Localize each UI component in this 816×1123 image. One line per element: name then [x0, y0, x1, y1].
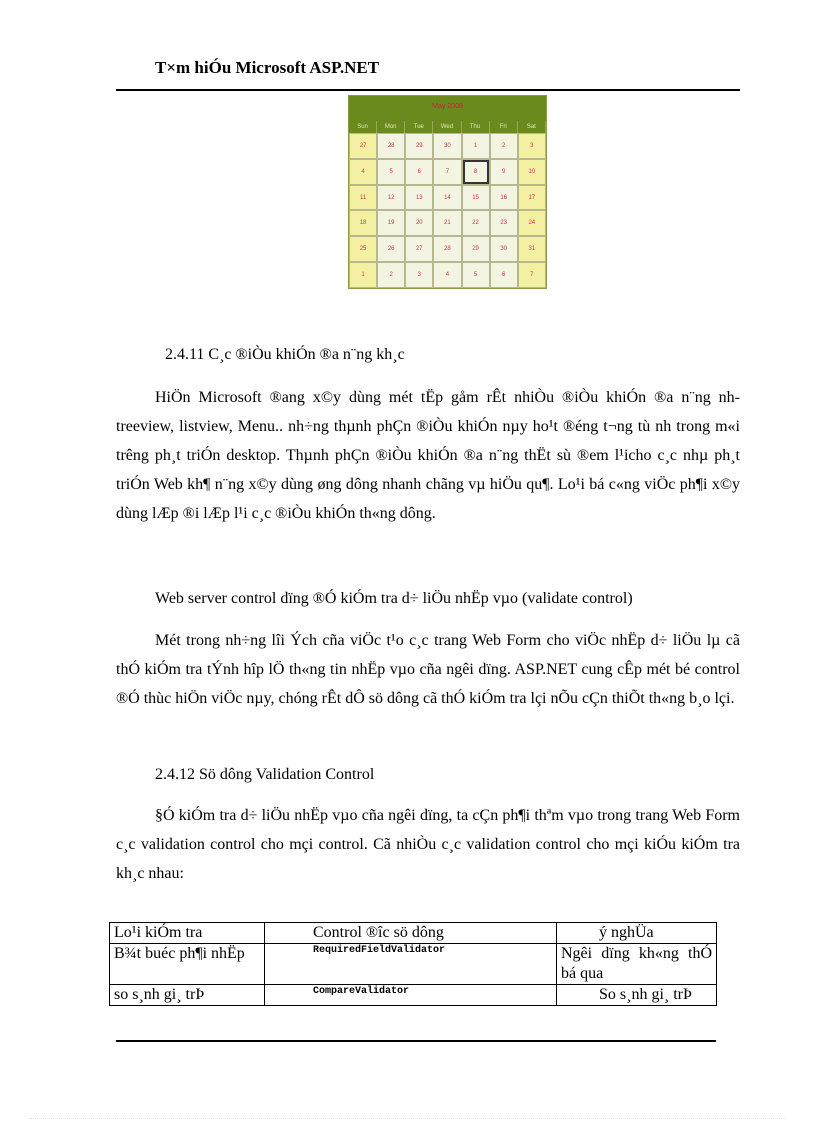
calendar-week-row [349, 210, 546, 236]
calendar-day-header: Sat [518, 121, 546, 133]
calendar-week-row [349, 262, 546, 288]
calendar-month-label[interactable]: May 2008 [432, 103, 463, 110]
calendar-day-cell[interactable]: 16 [490, 185, 518, 211]
calendar-week-row [349, 133, 546, 159]
calendar-day-cell[interactable]: 3 [518, 133, 546, 159]
calendar-day-cell[interactable]: 2 [490, 133, 518, 159]
calendar-day-cell[interactable]: 18 [349, 210, 377, 236]
calendar-day-cell[interactable]: 12 [377, 185, 405, 211]
calendar-day-header: Wed [433, 121, 461, 133]
calendar-day-cell[interactable]: 4 [433, 262, 461, 288]
calendar-day-cell[interactable]: 31 [518, 236, 546, 262]
calendar-day-cell[interactable]: 9 [490, 159, 518, 185]
calendar-day-cell[interactable]: 30 [490, 236, 518, 262]
table-row [110, 944, 717, 985]
calendar-day-cell[interactable]: 13 [405, 185, 433, 211]
calendar-day-cell[interactable]: 5 [462, 262, 490, 288]
calendar-day-cell[interactable]: 21 [433, 210, 461, 236]
calendar-week-row [349, 236, 546, 262]
footer-rule [116, 1040, 716, 1042]
calendar-day-cell[interactable]: 24 [518, 210, 546, 236]
calendar-day-cell[interactable]: 23 [490, 210, 518, 236]
section-heading-2-4-12: 2.4.12 Sö dông Validation Control [155, 766, 375, 783]
calendar-day-header: Mon [377, 121, 405, 133]
calendar-week-row [349, 185, 546, 211]
section-heading-2-4-11: 2.4.11 C¸c ®iÒu khiÓn ®a n¨ng kh¸c [165, 346, 405, 363]
table-cell: B¾t buéc ph¶i nhËp [110, 944, 265, 985]
calendar-day-header: Sun [349, 121, 377, 133]
calendar-day-cell[interactable]: 3 [405, 262, 433, 288]
calendar-day-cell[interactable]: 7 [433, 159, 461, 185]
calendar-day-cell[interactable]: 4 [349, 159, 377, 185]
calendar-day-header: Fri [490, 121, 518, 133]
table-cell: Ngêi dïng kh«ng thÓ bá qua [557, 944, 717, 985]
calendar-day-header: Tue [405, 121, 433, 133]
calendar-day-cell[interactable]: 14 [433, 185, 461, 211]
calendar-day-cell[interactable]: 11 [349, 185, 377, 211]
paragraph-validation-intro: Mét trong nh÷ng lîi Ých cña viÖc t¹o c¸c trang Web Form cho viÖc nhËp d÷ liÖu lµ cã thÓ kiÓm tra tÝnh hîp lÖ th«ng tin nhËp vµo cña ngêi dïng. ASP.NET cung cÊp mét bé control ®Ó thùc hiÖn viÖc nµy, chóng rÊt dÔ sö dông cã thÓ kiÓm tra lçi nÕu cÇn thiÕt th«ng b¸o lçi. [116, 632, 740, 707]
calendar-day-cell[interactable]: 27 [349, 133, 377, 159]
table-header-cell: ý nghÜa [557, 923, 717, 944]
header-rule [116, 89, 740, 91]
table-cell: so s¸nh gi¸ trÞ [110, 985, 265, 1006]
calendar-day-cell[interactable]: 20 [405, 210, 433, 236]
table-cell-control: CompareValidator [265, 985, 557, 1006]
table-row [110, 985, 717, 1006]
paragraph-validation-controls: §Ó kiÓm tra d÷ liÖu nhËp vµo cña ngêi dïng, ta cÇn ph¶i thªm vµo trong trang Web Form c¸c validation control cho mçi control. Cã nhiÒu c¸c validation control cho mçi kiÓu kiÓm tra kh¸c nhau: [116, 807, 740, 882]
calendar-week-row [349, 159, 546, 185]
calendar-day-cell[interactable]: 27 [405, 236, 433, 262]
calendar-day-cell[interactable]: 6 [490, 262, 518, 288]
calendar-day-cell[interactable]: 6 [405, 159, 433, 185]
table-header-cell: Control ®îc sö dông [265, 923, 557, 944]
calendar-title-bar [349, 96, 546, 121]
table-cell: So s¸nh gi¸ trÞ [557, 985, 717, 1006]
calendar-day-cell[interactable]: 2 [377, 262, 405, 288]
calendar-day-cell[interactable]: 28 [377, 133, 405, 159]
calendar-day-cell[interactable]: 28 [433, 236, 461, 262]
calendar-day-header-row [349, 121, 546, 133]
calendar-day-cell[interactable]: 7 [518, 262, 546, 288]
calendar-day-cell[interactable]: 26 [377, 236, 405, 262]
table-cell-control: RequiredFieldValidator [265, 944, 557, 985]
calendar-day-cell[interactable]: 5 [377, 159, 405, 185]
calendar-day-cell[interactable]: 10 [518, 159, 546, 185]
calendar-day-cell[interactable]: 1 [462, 133, 490, 159]
calendar-day-header: Thu [462, 121, 490, 133]
table-header-row [110, 923, 717, 944]
calendar-widget [348, 95, 547, 289]
validation-table [109, 922, 717, 1006]
calendar-day-cell[interactable]: 17 [518, 185, 546, 211]
validate-control-line: Web server control dïng ®Ó kiÓm tra d÷ liÖu nhËp vµo (validate control) [155, 590, 633, 607]
calendar-day-cell[interactable]: 15 [462, 185, 490, 211]
calendar-day-cell[interactable]: 30 [433, 133, 461, 159]
calendar-day-cell[interactable]: 1 [349, 262, 377, 288]
calendar-day-cell[interactable]: 25 [349, 236, 377, 262]
calendar-day-cell[interactable]: 22 [462, 210, 490, 236]
calendar-day-cell[interactable]: 29 [462, 236, 490, 262]
calendar-day-cell[interactable]: 29 [405, 133, 433, 159]
table-header-cell: Lo¹i kiÓm tra [110, 923, 265, 944]
paragraph-controls-intro: HiÖn Microsoft ®ang x©y dùng mét tËp gåm rÊt nhiÒu ®iÒu khiÓn ®a n¨ng nh treeview, listview, Menu.. nh÷ng thµnh phÇn ®iÒu khiÓn nµy ho¹t ®éng t¬ng tù nh trong m«i trêng ph¸t triÓn desktop. Thµnh phÇn ®iÒu khiÓn ®a n¨ng thËt sù ®em l¹icho c¸c nhµ ph¸t triÓn Web kh¶ n¨ng x©y dùng øng dông nhanh chãng vµ hiÖu qu¶. Lo¹i bá c«ng viÖc ph¶i x©y dùng lÆp ®i lÆp l¹i c¸c ®iÒu khiÓn th«ng dông. [116, 389, 740, 522]
calendar-day-cell[interactable]: 8 [462, 159, 490, 185]
page-bottom-dots [30, 1118, 786, 1119]
calendar-grid [349, 121, 546, 288]
page-header-title: T×m hiÓu Microsoft ASP.NET [155, 58, 380, 77]
calendar-day-cell[interactable]: 19 [377, 210, 405, 236]
